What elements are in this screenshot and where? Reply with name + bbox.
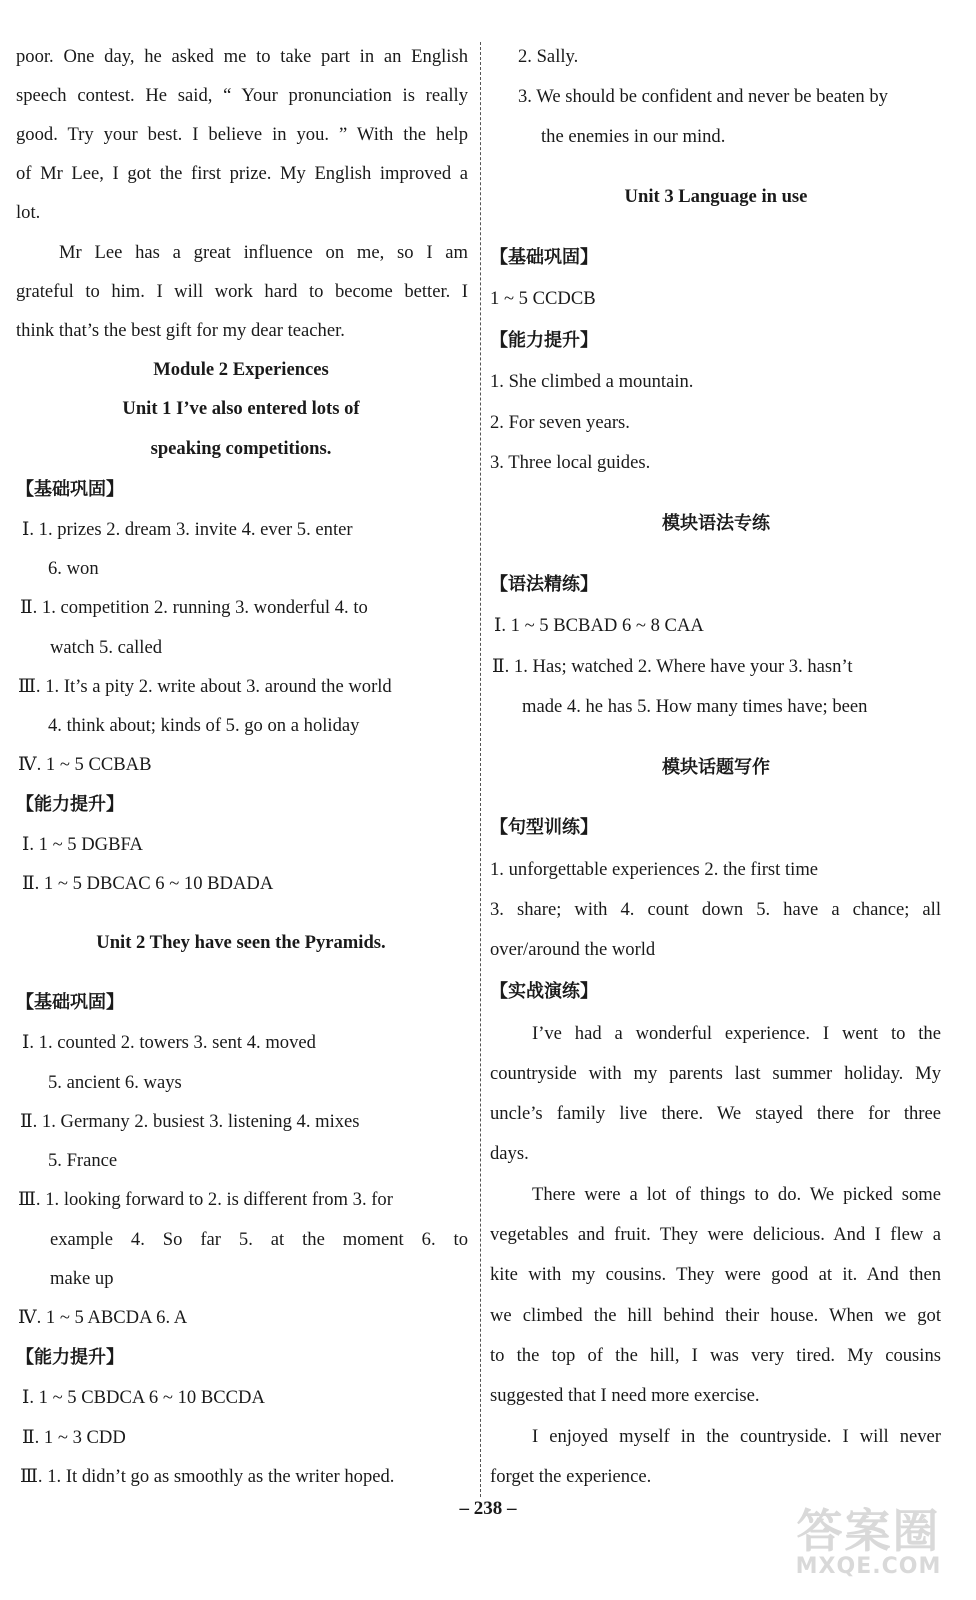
- answer-line: Ⅰ. 1 ~ 5 BCBAD 6 ~ 8 CAA: [494, 615, 704, 636]
- answer-line: watch 5. called: [50, 637, 163, 658]
- paragraph-line: Mr Lee has a great influence on me, so I am: [59, 242, 468, 263]
- paragraph-line: grateful to him. I will work hard to become better. I: [16, 281, 468, 302]
- essay-line: days.: [490, 1143, 529, 1164]
- answer-line: Ⅰ. 1. counted 2. towers 3. sent 4. moved: [22, 1032, 316, 1053]
- unit-title: Unit 3 Language in use: [624, 186, 808, 207]
- answer-line: 5. ancient 6. ways: [48, 1072, 182, 1093]
- answer-line: 3. We should be confident and never be beaten by: [518, 86, 888, 107]
- essay-line: uncle’s family live there. We stayed there for three: [490, 1103, 941, 1124]
- answer-line: Ⅱ. 1. Germany 2. busiest 3. listening 4. mixes: [20, 1111, 360, 1132]
- essay-line: kite with my cousins. They were good at it. And then: [490, 1264, 941, 1285]
- answer-line: 3. share; with 4. count down 5. have a chance; all: [490, 899, 941, 920]
- answer-line: 2. For seven years.: [490, 412, 630, 433]
- answer-line: Ⅲ. 1. It didn’t go as smoothly as the writer hoped.: [20, 1466, 395, 1487]
- section-heading: 【基础巩固】: [16, 479, 124, 500]
- essay-line: forget the experience.: [490, 1466, 652, 1487]
- answer-line: 1 ~ 5 CCDCB: [490, 288, 596, 309]
- answer-line: the enemies in our mind.: [541, 126, 726, 147]
- answer-line: Ⅳ. 1 ~ 5 CCBAB: [18, 754, 152, 775]
- answer-line: Ⅱ. 1 ~ 3 CDD: [22, 1427, 126, 1448]
- section-heading: 【能力提升】: [16, 794, 124, 815]
- page-number: – 238 –: [459, 1498, 517, 1519]
- answer-line: Ⅱ. 1. Has; watched 2. Where have your 3. hasn’t: [492, 656, 853, 677]
- unit-title-continued: speaking competitions.: [150, 438, 332, 459]
- section-heading: 【能力提升】: [490, 330, 598, 351]
- section-heading: 【语法精练】: [490, 574, 598, 595]
- watermark-logo: 答案圈: [796, 1504, 941, 1558]
- section-heading: 【句型训练】: [490, 817, 598, 838]
- answer-line: 1. She climbed a mountain.: [490, 371, 694, 392]
- answer-line: Ⅲ. 1. looking forward to 2. is different from 3. for: [18, 1189, 393, 1210]
- answer-line: 4. think about; kinds of 5. go on a holiday: [48, 715, 360, 736]
- answer-line: 2. Sally.: [518, 46, 579, 67]
- section-heading: 【能力提升】: [16, 1347, 124, 1368]
- answer-line: Ⅱ. 1 ~ 5 DBCAC 6 ~ 10 BDADA: [22, 873, 274, 894]
- watermark-url: MXQE.COM: [795, 1554, 942, 1579]
- paragraph-line: lot.: [16, 202, 41, 223]
- answer-line: Ⅱ. 1. competition 2. running 3. wonderful 4. to: [20, 597, 368, 618]
- section-heading: 【基础巩固】: [490, 247, 598, 268]
- answer-line: example 4. So far 5. at the moment 6. to: [50, 1229, 468, 1250]
- module-section-title: 模块语法专练: [662, 513, 770, 534]
- essay-line: suggested that I need more exercise.: [490, 1385, 760, 1406]
- section-heading: 【实战演练】: [490, 981, 598, 1002]
- paragraph-line: speech contest. He said, “ Your pronunciation is really: [16, 85, 468, 106]
- answer-line: 6. won: [48, 558, 99, 579]
- module-title: Module 2 Experiences: [153, 359, 329, 380]
- module-section-title: 模块话题写作: [662, 757, 770, 778]
- answer-line: 3. Three local guides.: [490, 452, 651, 473]
- unit-title: Unit 2 They have seen the Pyramids.: [96, 932, 386, 953]
- paragraph-line: think that’s the best gift for my dear teacher.: [16, 320, 345, 341]
- essay-line: to the top of the hill, I was very tired. My cousins: [490, 1345, 941, 1366]
- paragraph-line: poor. One day, he asked me to take part in an English: [16, 46, 468, 67]
- answer-line: Ⅰ. 1 ~ 5 CBDCA 6 ~ 10 BCCDA: [22, 1387, 265, 1408]
- essay-line: I enjoyed myself in the countryside. I will never: [532, 1426, 941, 1447]
- section-heading: 【基础巩固】: [16, 992, 124, 1013]
- essay-line: countryside with my parents last summer holiday. My: [490, 1063, 941, 1084]
- column-divider: [480, 42, 481, 1497]
- answer-line: Ⅲ. 1. It’s a pity 2. write about 3. around the world: [18, 676, 392, 697]
- essay-line: There were a lot of things to do. We picked some: [532, 1184, 941, 1205]
- answer-line: make up: [50, 1268, 114, 1289]
- watermark: [781, 1504, 956, 1588]
- answer-line: Ⅰ. 1 ~ 5 DGBFA: [22, 834, 143, 855]
- answer-line: 5. France: [48, 1150, 118, 1171]
- paragraph-line: of Mr Lee, I got the first prize. My English improved a: [16, 163, 468, 184]
- unit-title: Unit 1 I’ve also entered lots of: [122, 398, 360, 419]
- essay-line: we climbed the hill behind their house. When we got: [490, 1305, 941, 1326]
- paragraph-line: good. Try your best. I believe in you. ” With the help: [16, 124, 468, 145]
- answer-line: Ⅳ. 1 ~ 5 ABCDA 6. A: [18, 1307, 188, 1328]
- essay-line: I’ve had a wonderful experience. I went to the: [532, 1023, 941, 1044]
- answer-line: Ⅰ. 1. prizes 2. dream 3. invite 4. ever 5. enter: [22, 519, 353, 540]
- answer-line: over/around the world: [490, 939, 656, 960]
- answer-line: 1. unforgettable experiences 2. the first time: [490, 859, 819, 880]
- answer-line: made 4. he has 5. How many times have; been: [522, 696, 868, 717]
- essay-line: vegetables and fruit. They were delicious. And I flew a: [490, 1224, 941, 1245]
